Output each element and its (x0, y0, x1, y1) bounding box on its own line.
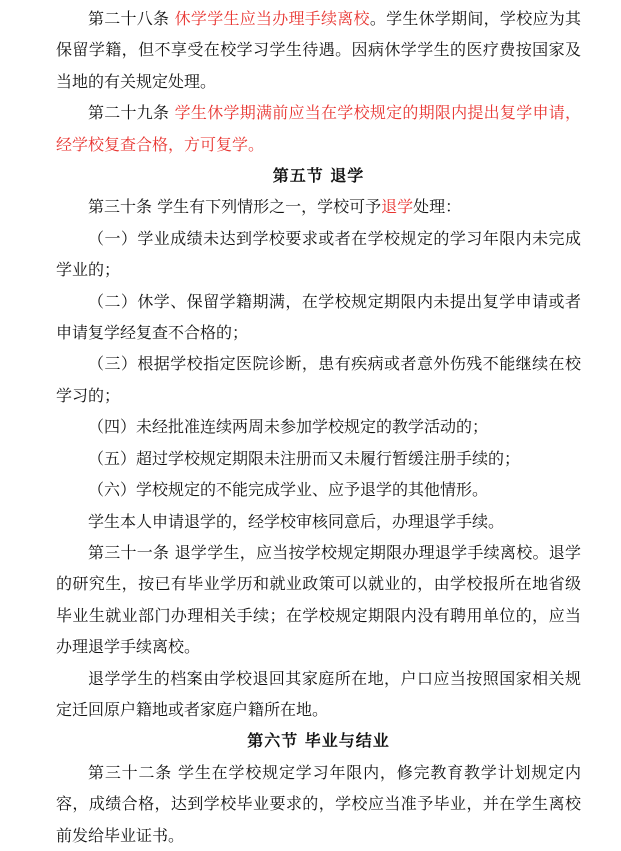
article-28-highlight: 休学学生应当办理手续离校 (174, 9, 370, 28)
article-30-item-5: （五）超过学校规定期限未注册而又未履行暂缓注册手续的； (88, 448, 521, 468)
article-30-tail: 处理： (413, 197, 462, 217)
archives-paragraph: 退学学生的档案由学校退回其家庭所在地，户口应当按照国家相关规定迁回原户籍地或者家庭户籍所在地。 (56, 668, 581, 719)
article-30-highlight: 退学 (381, 197, 414, 217)
section-6-heading: 第六节 毕业与结业 (247, 731, 390, 751)
article-30-item-3: （三）根据学校指定医院诊断，患有疾病或者意外伤残不能继续在校学习的； (56, 354, 581, 405)
article-29-lead: 第二十九条 (88, 103, 175, 123)
article-29-highlight: 学生休学期满前应当在学校规定的期限内提出复学申请，经学校复查合格，方可复学。 (56, 103, 581, 154)
article-28-lead: 第二十八条 (88, 9, 175, 28)
article-30-lead: 第三十条 学生有下列情形之一，学校可予 (88, 197, 382, 217)
article-28-body: 。学生休学期间，学校应为其保留学籍，但不享受在校学习学生待遇。因病休学学生的医疗费按国家及当地的有关规定处理。 (56, 9, 581, 91)
article-30-item-2: （二）休学、保留学籍期满，在学校规定期限内未提出复学申请或者申请复学经复查不合格的； (56, 291, 581, 343)
article-29 (56, 97, 581, 160)
article-30 (56, 191, 581, 222)
article-31: 第三十一条 退学学生，应当按学校规定期限办理退学手续离校。退学的研究生，按已有毕业学历和就业政策可以就业的，由学校报所在地省级毕业生就业部门办理相关手续；在学校规定期限内没有聘用单位的，应当办理退学手续离校。 (56, 542, 581, 657)
self-withdraw-paragraph: 学生本人申请退学的，经学校审核同意后，办理退学手续。 (88, 511, 505, 531)
section-5-heading: 第五节 退学 (272, 166, 365, 186)
article-32: 第三十二条 学生在学校规定学习年限内，修完教育教学计划规定内容，成绩合格，达到学校毕业要求的，学校应当准予毕业，并在学生离校前发给毕业证书。 (56, 762, 581, 845)
article-28 (56, 3, 581, 97)
article-30-item-1: （一）学业成绩未达到学校要求或者在学校规定的学习年限内未完成学业的； (56, 228, 581, 280)
article-30-item-6: （六）学校规定的不能完成学业、应予退学的其他情形。 (88, 480, 489, 500)
article-30-item-4: （四）未经批准连续两周未参加学校规定的教学活动的； (88, 417, 489, 437)
